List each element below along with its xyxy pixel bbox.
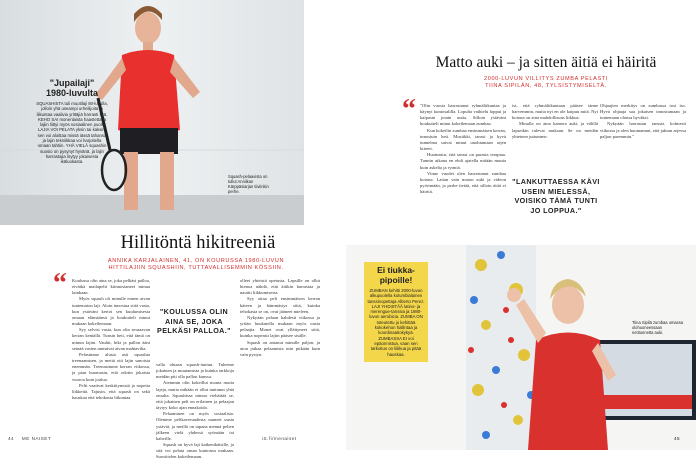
paragraph: Pelasimme alusta asti squashia treenaamisen, ja meitä otti lajin sanoista enemmän. Treenasimme kerran viikossa, ja pian huomasin, että odotin jokaista vuoroa kuin joulua.	[72, 351, 150, 382]
paragraph: ist, että ryhmäliikuntaan pääsee tänne harvemmin, mutta nyt en ole kaipuu mitä. Nyt kotona on aina mahdollisuus liikkua.	[512, 103, 598, 121]
caption-right-text: ZUMBAN kehitti 2000-luvun alkupuolella kolumbialainen tanssinopettaja Alberto Perez. LAJI YHDISTÄÄ latino- ja merengue-tanssia ja 1980-luvun aerobicia. ZUMBA ON toteutettu jo kehittää kokokehon hallintaa ja koordinaatiokykyä. ZUMBASSA EI voi epäonnistua, vaan sen tarkoitus on liikkua ja pitää hauskaa.	[367, 288, 425, 357]
deck-left	[60, 258, 332, 272]
headline-right: Matto auki – ja sitten äitiä ei häiritä	[435, 54, 657, 71]
caption-right-title-line1: Ei tiukka-	[377, 265, 415, 275]
photo-caption-small-right: Tiina Sipilä zumbaa omassa olohuoneessaan netitunnetta auki.	[632, 320, 684, 335]
page-number-right: 45	[674, 436, 681, 441]
pull-quote-left: "KOULUSSA OLIN AINA SE, JOKA PELKÄSI PALLOA."	[157, 307, 231, 335]
deck-left-line1: ANNIKA KARJALAINEN, 41, ON KOURUSSA 1980-LUVUN	[107, 258, 285, 264]
paragraph: Viime vuodet olen harrastanut zumbaa kotona. Laitan vain maton auki ja videon pyörimään, ja perhe tietää, että silloin äitiä ei häiritä.	[420, 170, 506, 195]
deck-right-line2: TIINA SIPILÄN, 48, TYLSISTYMISELTÄ.	[485, 83, 607, 89]
folio-url: iS.fi/menaiset	[262, 436, 297, 441]
paragraph: Koulussa olin aina se, joka pelkäsi palloa, eivätkä mailapelit kiinnostaneet minua lainkaan.	[72, 278, 150, 296]
paragraph: "Olin vuosia harrastanut ryhmäliikuntaa ja käynyt kuntosalilla. Lopulta vaihtelu loppui ja kaipasin jotain uutta. Silloin ystäväni houkutteli minut kokeilemaan zumbaa.	[420, 103, 506, 127]
paragraph: Huomasin, että tanssi on parasta terapiaa. Tunnin aikana en ehdi ajatella mitään muuta kuin askelia ja rytmiä.	[420, 152, 506, 170]
caption-right-title-line2: pipoille!	[379, 274, 413, 285]
deck-right	[436, 76, 656, 90]
photo-caption-small-left: Squash-pelaavista on tullut Anniikan Kärppäsiarjan tiiviinkin perhe.	[228, 174, 269, 194]
page-number-left: 44	[8, 436, 15, 441]
paragraph: Myös squash oli minulle ennen aivan tuntematon laji. Aloin innostua siitä vasta, kun ystäväni kertoi sen kuulumisesta omaan elämäänsä ja houkutteli minut mukaan kokeilemaan.	[72, 296, 150, 327]
paragraph: Pelit vaativat keskittymistä ja nopeita liikkeitä. Tajusin, että squash on sekä hauskaa että tehokasta liikuntaa.	[72, 382, 150, 400]
deck-right-line1: 2000-LUVUN VILLITYS ZUMBA PELASTI	[484, 76, 608, 82]
photo-caption-left	[36, 78, 108, 165]
pull-quote-right: "LANKUTTAESSA KÄVI USEIN MIELESSÄ, VOISIKO TÄMÄ TUNTI JO LOPPUA."	[512, 177, 600, 215]
photo-caption-right	[364, 262, 428, 362]
right-column-3	[600, 103, 686, 233]
right-column-2a	[512, 103, 598, 171]
paragraph: Squash on antanut minulle paljon, ja aion jatkaa pelaamista niin pitkään kuin vain pystyn.	[240, 339, 320, 357]
headline-left: Hillitöntä hikitreeniä	[120, 233, 276, 253]
paragraph: Syy ottaa peli ensimmäisen kerran käteen ja hämmästys siitä, kuinka tehokasta se on, ovat jääneet mieleen.	[240, 296, 320, 314]
caption-title-line1: "Jupailaji"	[49, 78, 95, 88]
quote-mark-icon: “	[402, 94, 416, 125]
magazine-name: ME NAISET	[21, 436, 52, 441]
paragraph: Kun kokeilin zumbaa ensimmäisen kerran, innostuin heti. Musiikki, tanssi ja hyvä tunnelma saivat minut unohtamaan arjen kiireet.	[420, 127, 506, 152]
paragraph: Nykyään harrastan tanssia kolmesti viikossa ja olen huomannut, että jaksan arjessa paljon paremmin."	[600, 121, 686, 139]
caption-title-line2: 1980-luvulta	[45, 88, 99, 98]
paragraph: Minulla on aina kamera auki, ja välillä lapsetkin tulevat mukaan. Se on meidän yhteinen juttumme.	[512, 121, 598, 139]
caption-text: SQUASHISTA tuli muotilaji 80-luvulla, jolloin yhä useampi urheilijoita ja liikuntaa vaalivia yrittäjiä harrasti sitä. KEHO SAI monenlaista haastetta ja lajiin liittyi myös sosiaalinen puoli. LAJIA VOI PELATA yksin tai kaksin, sen voi aloittaa missä iässä tahansa ja lajin tekniikkaa voi harjoitella omaan tahtiin. YHÄ VIELÄ squashin suosio on pysynyt hyvänä, ja lajin harrastajia löytyy jokaisesta ikäluokasta.	[36, 101, 108, 165]
paragraph: Ohjaajien merkitys on zumbassa tosi iso. Hyvä ohjaaja saa jokaisen innostumaan ja tuntemaan olonsa hyväksi.	[600, 103, 686, 121]
paragraph: Syy selvisi vasta, kun olin seuraavan kerran kentällä. Tunsin heti, että tämä on minun lajini. Vauhti, hiki ja pallon ääni seinää vasten tuntuivat aivan mahtavilta.	[72, 327, 150, 351]
left-column-1	[72, 278, 150, 438]
paragraph: valla ohtaan squash-tuntuu. Tuleeme jokainen ja muutamista ja kuinka tarkkoja meidän piti olla pallon kanssa.	[156, 362, 234, 380]
folio-left	[8, 436, 51, 441]
paragraph: Nykyään pelaan kahdesti viikossa ja yritän houkutella mukaan myös uusia pelaajia. Monet ovat yllättyneet siitä, kuinka nopeasti lajiin pääsee sisälle.	[240, 314, 320, 339]
paragraph: Aiemmin olin kokeillut monia muita lajeja, mutta mikään ei ollut tuntunut yhtä omalta. Squashissa minua viehättää se, että jokainen peli on erilainen ja pelaajan täytyy koko ajan ennakoida.	[156, 380, 234, 411]
quote-mark-icon: “	[53, 268, 67, 299]
paragraph: Pelaaminen on myös sosiaalista. Olemme pelikaveruudesta saaneet uusia ystäviä, ja meillä on tapana mennä pelien jälkeen vielä yhdessä syömään tai kahville.	[156, 411, 234, 441]
paragraph: Squash on hyvä laji kaikenikäisille, ja sitä voi pelata oman kuntonsa mukaan. Suosittelen kokeilemaan.	[156, 442, 234, 460]
right-column-1	[420, 103, 506, 233]
left-column-2	[156, 362, 234, 460]
paragraph: olleet yhteistä opetusta. Lapsille on ollut hienoa nähdä, että äitikin harrastaa ja nauttii liikkumisesta.	[240, 278, 320, 296]
deck-left-line2: HITTILAJIIN SQUASHIIN, TUTTAVALLISEMMIN KÖSSIIN.	[108, 265, 284, 271]
left-column-3	[240, 278, 320, 438]
